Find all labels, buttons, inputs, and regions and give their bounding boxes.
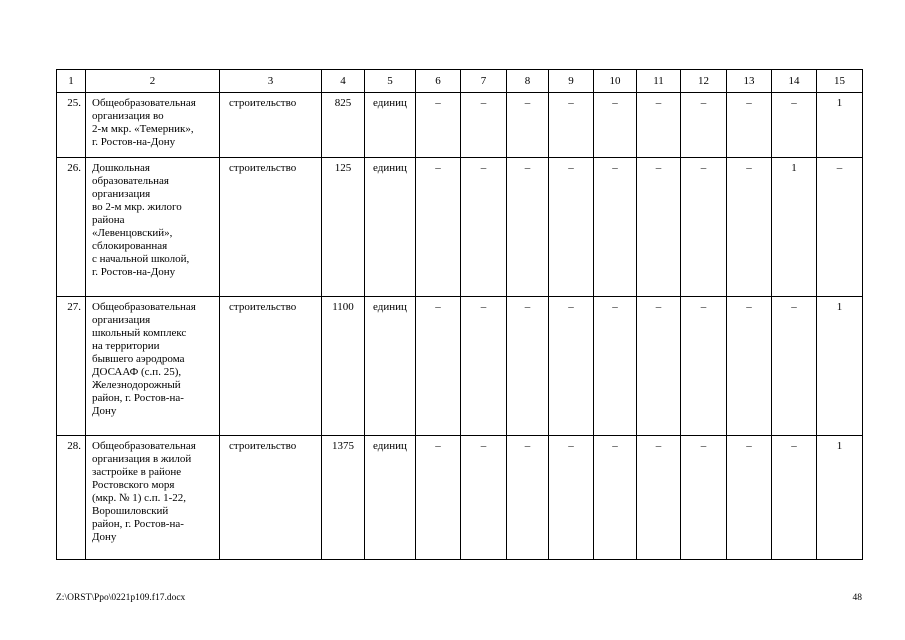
year-value: – [681, 93, 727, 158]
capacity: 125 [322, 158, 365, 297]
year-value: – [637, 436, 681, 560]
year-value: – [637, 297, 681, 436]
table-row [57, 93, 863, 158]
row-number: 25. [57, 93, 86, 158]
year-value: – [772, 297, 817, 436]
work-type: строительство [220, 436, 322, 560]
table-row [57, 158, 863, 297]
row-number: 28. [57, 436, 86, 560]
object-name: Общеобразовательная организация во 2-м мкр. «Темерник», г. Ростов-на-Дону [86, 93, 220, 158]
year-value: – [772, 93, 817, 158]
program-table [56, 69, 863, 560]
year-value: 1 [817, 93, 863, 158]
header-cell: 2 [86, 70, 220, 93]
year-value: – [681, 158, 727, 297]
year-value: – [549, 436, 594, 560]
year-value: – [772, 436, 817, 560]
header-cell: 8 [507, 70, 549, 93]
unit: единиц [365, 93, 416, 158]
header-cell: 15 [817, 70, 863, 93]
year-value: – [594, 93, 637, 158]
capacity: 1375 [322, 436, 365, 560]
year-value: – [461, 436, 507, 560]
object-name: Общеобразовательная организация школьный комплекс на территории бывшего аэродрома ДОСААФ (с.п. 25), Железнодорожный район, г. Ростов-на- Дону [86, 297, 220, 436]
year-value: – [461, 93, 507, 158]
year-value: – [727, 297, 772, 436]
work-type: строительство [220, 158, 322, 297]
year-value: – [549, 297, 594, 436]
work-type: строительство [220, 297, 322, 436]
year-value: – [507, 297, 549, 436]
document-file-path: Z:\ORST\Ppo\0221p109.f17.docx [56, 593, 186, 603]
header-cell: 3 [220, 70, 322, 93]
year-value: – [637, 93, 681, 158]
unit: единиц [365, 436, 416, 560]
work-type: строительство [220, 93, 322, 158]
capacity: 825 [322, 93, 365, 158]
table-row [57, 436, 863, 560]
header-cell: 11 [637, 70, 681, 93]
year-value: – [594, 297, 637, 436]
year-value: – [681, 297, 727, 436]
year-value: – [727, 93, 772, 158]
header-cell: 6 [416, 70, 461, 93]
year-value: – [681, 436, 727, 560]
year-value: – [416, 93, 461, 158]
unit: единиц [365, 297, 416, 436]
year-value: – [461, 158, 507, 297]
row-number: 26. [57, 158, 86, 297]
year-value: – [507, 93, 549, 158]
row-number: 27. [57, 297, 86, 436]
header-row [57, 70, 863, 93]
year-value: – [416, 436, 461, 560]
year-value: 1 [772, 158, 817, 297]
header-cell: 10 [594, 70, 637, 93]
year-value: – [727, 436, 772, 560]
year-value: – [549, 93, 594, 158]
year-value: – [507, 158, 549, 297]
table-row [57, 297, 863, 436]
year-value: – [416, 158, 461, 297]
year-value: – [507, 436, 549, 560]
capacity: 1100 [322, 297, 365, 436]
year-value: – [594, 436, 637, 560]
year-value: – [727, 158, 772, 297]
header-cell: 14 [772, 70, 817, 93]
year-value: – [461, 297, 507, 436]
header-cell: 9 [549, 70, 594, 93]
header-cell: 1 [57, 70, 86, 93]
year-value: – [549, 158, 594, 297]
page-number: 48 [852, 593, 862, 603]
object-name: Дошкольная образовательная организация во 2-м мкр. жилого района «Левенцовский», сблокированная с начальной школой, г. Ростов-на-Дону [86, 158, 220, 297]
year-value: – [416, 297, 461, 436]
header-cell: 7 [461, 70, 507, 93]
year-value: – [594, 158, 637, 297]
year-value: 1 [817, 297, 863, 436]
header-cell: 12 [681, 70, 727, 93]
year-value: – [637, 158, 681, 297]
header-cell: 5 [365, 70, 416, 93]
year-value: – [817, 158, 863, 297]
header-cell: 13 [727, 70, 772, 93]
unit: единиц [365, 158, 416, 297]
object-name: Общеобразовательная организация в жилой застройке в районе Ростовского моря (мкр. № 1) с.п. 1-22, Ворошиловский район, г. Ростов-на- Дону [86, 436, 220, 560]
header-cell: 4 [322, 70, 365, 93]
year-value: 1 [817, 436, 863, 560]
